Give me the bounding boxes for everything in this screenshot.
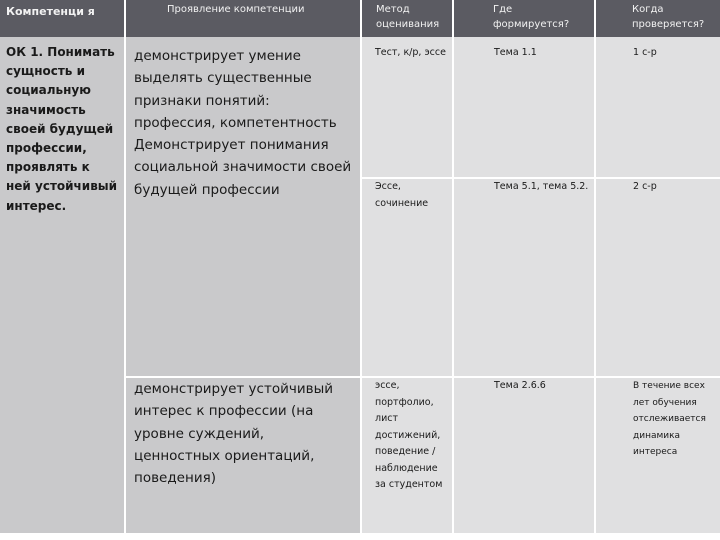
header-method: Метод оценивания: [362, 0, 452, 45]
header-when: Когда проверяется?: [596, 0, 720, 45]
when-cell-1: 1 с-р: [596, 37, 720, 177]
method-cell-3: эссе, портфолио, лист достижений, поведение / наблюдение за студентом: [362, 378, 452, 533]
where-cell-3: Тема 2.6.6: [454, 378, 594, 533]
when-cell-3: В течение всех лет обучения отслеживается динамика интереса: [596, 378, 720, 533]
where-cell-1: Тема 1.1: [454, 37, 594, 177]
competency-cell: ОК 1. Понимать сущность и социальную значимость своей будущей профессии, проявлять к ней устойчивый интерес.: [0, 37, 124, 533]
header-where: Где формируется?: [454, 0, 594, 45]
where-cell-2: Тема 5.1, тема 5.2.: [454, 179, 594, 376]
header-competency: Компетенци я: [0, 0, 124, 45]
header-manifestation: Проявление компетенции: [126, 0, 360, 45]
method-cell-1: Тест, к/р, эссе: [362, 37, 452, 177]
method-cell-2: Эссе, сочинение: [362, 179, 452, 376]
manifestation-cell-1: демонстрирует умение выделять существенные признаки понятий: профессия, компетентность Демонстрирует понимания социальной значимости своей будущей профессии: [126, 37, 360, 376]
manifestation-cell-2: демонстрирует устойчивый интерес к профессии (на уровне суждений, ценностных ориентаций, поведения): [126, 378, 360, 533]
when-cell-2: 2 с-р: [596, 179, 720, 376]
